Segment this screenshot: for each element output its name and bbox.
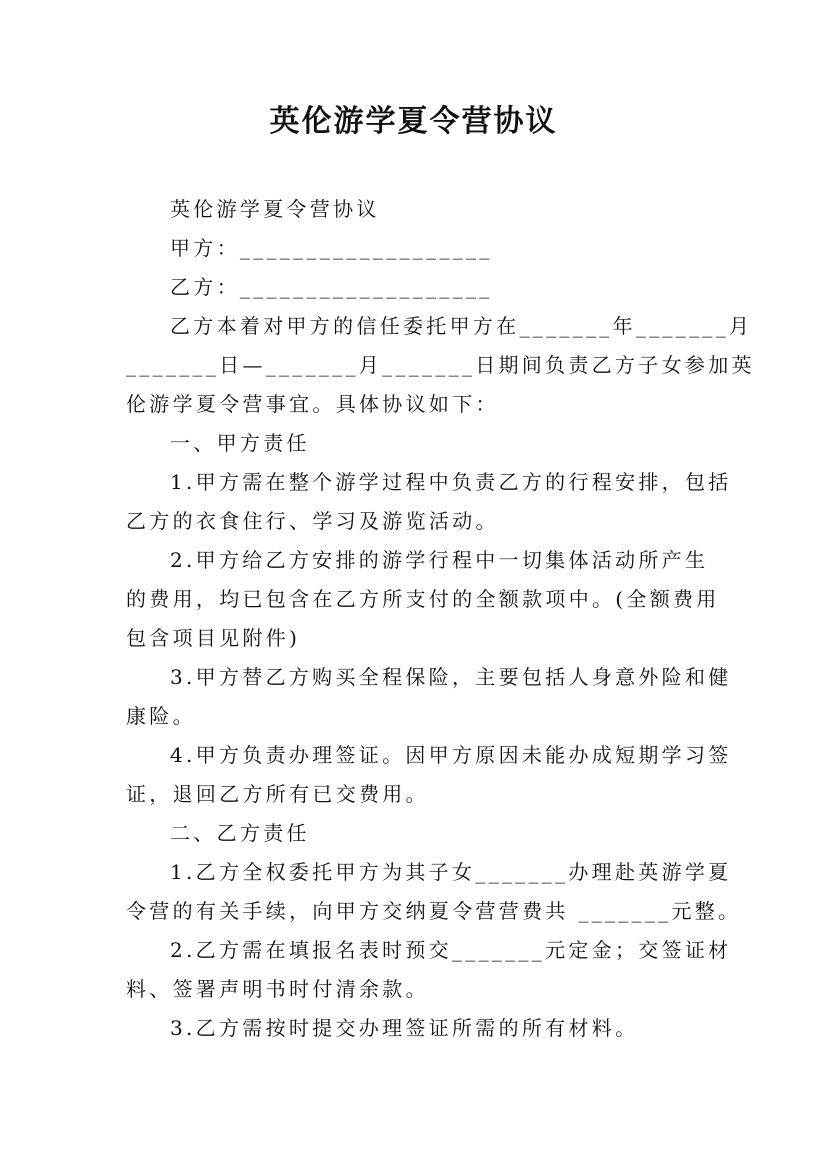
subtitle-line: 英伦游学夏令营协议 xyxy=(170,197,380,221)
paragraph-line: 伦游学夏令营事宜。具体协议如下： xyxy=(126,392,499,416)
paragraph-line: 4.甲方负责办理签证。因甲方原因未能办成短期学习签 xyxy=(170,743,732,767)
paragraph-line: 的费用，均已包含在乙方所支付的全额款项中。(全额费用 xyxy=(126,587,720,611)
paragraph-line: 1.甲方需在整个游学过程中负责乙方的行程安排，包括 xyxy=(170,470,732,494)
document-body xyxy=(126,190,755,1048)
party-a-line: 甲方：___________________ xyxy=(170,236,493,260)
paragraph-line: 1.乙方全权委托甲方为其子女_______办理赴英游学夏 xyxy=(170,860,732,884)
paragraph-line: 康险。 xyxy=(126,704,196,728)
paragraph-line: 3.甲方替乙方购买全程保险，主要包括人身意外险和健 xyxy=(170,665,732,689)
paragraph-line: 3.乙方需按时提交办理签证所需的所有材料。 xyxy=(170,1016,639,1040)
section-heading: 一、甲方责任 xyxy=(170,431,310,455)
paragraph-line: 证，退回乙方所有已交费用。 xyxy=(126,782,429,806)
paragraph-line: 令营的有关手续，向甲方交纳夏令营营费共 _______元整。 xyxy=(126,899,742,923)
paragraph-line: 2.乙方需在填报名表时预交_______元定金；交签证材 xyxy=(170,938,732,962)
paragraph-line: 2.甲方给乙方安排的游学行程中一切集体活动所产生 xyxy=(170,548,709,572)
paragraph-line: 乙方的衣食住行、学习及游览活动。 xyxy=(126,509,499,533)
party-b-line: 乙方：___________________ xyxy=(170,275,493,299)
paragraph-line: 料、签署声明书时付清余款。 xyxy=(126,977,429,1001)
document-title: 英伦游学夏令营协议 xyxy=(269,104,558,139)
paragraph-line: 包含项目见附件) xyxy=(126,626,301,650)
paragraph-line: 乙方本着对甲方的信任委托甲方在_______年_______月 xyxy=(170,314,753,338)
paragraph-line: _______日—_______月_______日期间负责乙方子女参加英 xyxy=(126,353,755,377)
section-heading: 二、乙方责任 xyxy=(170,821,310,845)
